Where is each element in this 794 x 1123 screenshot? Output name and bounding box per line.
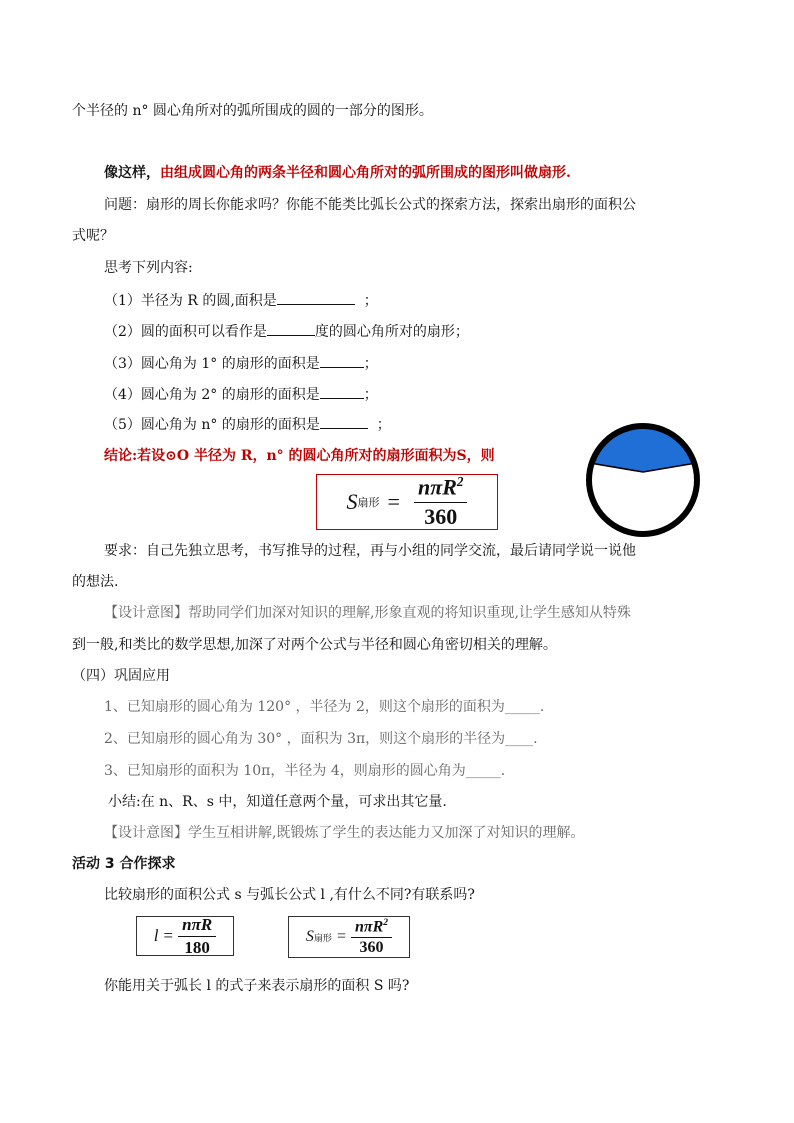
answer-blank[interactable]	[277, 290, 355, 305]
think-item-3: （3）圆心角为 1° 的扇形的面积是 ；	[104, 353, 378, 374]
sector-shaded	[591, 425, 694, 472]
question-line-1: 问题：扇形的周长你能求吗？你能不能类比弧长公式的探索方法，探索出扇形的面积公	[104, 197, 636, 213]
question-line-2: 式呢？	[72, 228, 114, 244]
answer-blank[interactable]	[320, 414, 368, 429]
definition-emphasis: 由组成圆心角的两条半径和圆心角所对的弧所围成的图形叫做扇形.	[160, 165, 571, 181]
think-item-4: （4）圆心角为 2° 的扇形的面积是 ；	[104, 384, 378, 405]
arc-length-formula: l = $\frac{\text{nπR}}{180}$	[136, 916, 234, 956]
think-item-5: （5）圆心角为 n° 的扇形的面积是 ；	[104, 414, 391, 435]
sector-circle-figure	[585, 422, 701, 538]
intro-line: 个半径的 n° 圆心角所对的弧所围成的圆的一部分的图形。	[72, 103, 433, 119]
design-intent-1-line-2: 到一般,和类比的数学思想,加深了对两个公式与半径和圆心角密切相关的理解。	[72, 637, 557, 653]
exercise-2: 2、已知扇形的圆心角为 30° ，面积为 3π，则这个扇形的半径为____.	[104, 731, 538, 747]
think-item-1: （1）半径为 R 的圆,面积是 ；	[104, 290, 378, 311]
requirement-line-2: 的想法.	[72, 574, 119, 590]
think-item-2: （2）圆的面积可以看作是 度的圆心角所对的扇形；	[104, 321, 469, 342]
activity3-heading: 活动 3 合作探求	[72, 856, 176, 872]
answer-blank[interactable]	[320, 384, 364, 399]
answer-blank[interactable]	[267, 321, 315, 336]
conclusion-line: 结论:若设⊙O 半径为 R，n° 的圆心角所对的扇形面积为S，则	[104, 448, 495, 464]
activity3-question: 你能用关于弧长 l 的式子来表示扇形的面积 S 吗?	[104, 978, 410, 994]
section4-heading: （四）巩固应用	[72, 668, 170, 684]
design-intent-2: 【设计意图】学生互相讲解,既锻炼了学生的表达能力又加深了对知识的理解。	[104, 825, 585, 841]
design-intent-1-line-1: 【设计意图】帮助同学们加深对知识的理解,形象直观的将知识重现,让学生感知从特殊	[104, 605, 631, 621]
definition-prefix: 像这样，	[104, 165, 160, 181]
activity3-compare: 比较扇形的面积公式 s 与弧长公式 l ,有什么不同?有联系吗?	[104, 887, 475, 903]
sector-area-formula-main: S 扇形 = $\frac{n\pi R^2}{360}$	[316, 474, 498, 530]
think-heading: 思考下列内容:	[104, 260, 193, 276]
exercise-3: 3、已知扇形的面积为 10π，半径为 4，则扇形的圆心角为_____.	[104, 763, 506, 779]
exercise-1: 1、已知扇形的圆心角为 120° ，半径为 2，则这个扇形的面积为_____.	[104, 699, 545, 715]
sector-area-formula-small: S 扇形 = $\frac{n\pi R^2}{360}$	[288, 916, 410, 958]
requirement-line-1: 要求：自己先独立思考，书写推导的过程，再与小组的同学交流，最后请同学说一说他	[104, 543, 636, 559]
answer-blank[interactable]	[320, 353, 364, 368]
summary-line: 小结:在 n、R、s 中，知道任意两个量，可求出其它量.	[108, 794, 447, 810]
definition-line	[104, 163, 571, 183]
